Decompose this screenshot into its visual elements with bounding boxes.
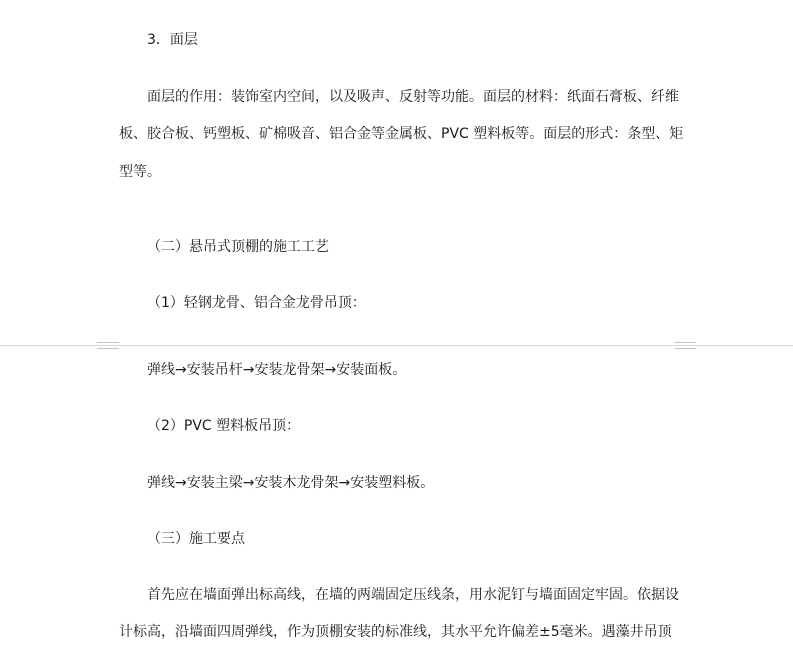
- right-margin-marker: [674, 342, 696, 349]
- paragraph-line: 板、胶合板、钙塑板、矿棉吸音、铝合金等金属板、PVC 塑料板等。面层的形式：条型、矩: [119, 126, 684, 142]
- section-heading-surface: 3．面层: [147, 32, 198, 48]
- section-heading-key-points: （三）施工要点: [147, 531, 245, 547]
- section-heading-construction: （二）悬吊式顶棚的施工工艺: [147, 239, 329, 255]
- paragraph-line: 首先应在墙面弹出标高线，在墙的两端固定压线条，用水泥钉与墙面固定牢固。依据设: [147, 587, 679, 603]
- paragraph-line: 型等。: [119, 164, 161, 180]
- paragraph-line: 计标高，沿墙面四周弹线，作为顶棚安装的标准线，其水平允许偏差±5毫米。遇藻井吊顶: [119, 624, 672, 640]
- subheading-pvc: （2）PVC 塑料板吊顶：: [147, 418, 301, 434]
- left-margin-marker: [97, 342, 119, 349]
- subheading-steel-keel: （1）轻钢龙骨、铝合金龙骨吊顶：: [147, 295, 366, 311]
- process-pvc: 弹线→安装主梁→安装木龙骨架→安装塑料板。: [147, 475, 435, 491]
- paragraph-line: 面层的作用：装饰室内空间，以及吸声、反射等功能。面层的材料：纸面石膏板、纤维: [147, 89, 679, 105]
- process-steel-keel: 弹线→安装吊杆→安装龙骨架→安装面板。: [147, 362, 407, 378]
